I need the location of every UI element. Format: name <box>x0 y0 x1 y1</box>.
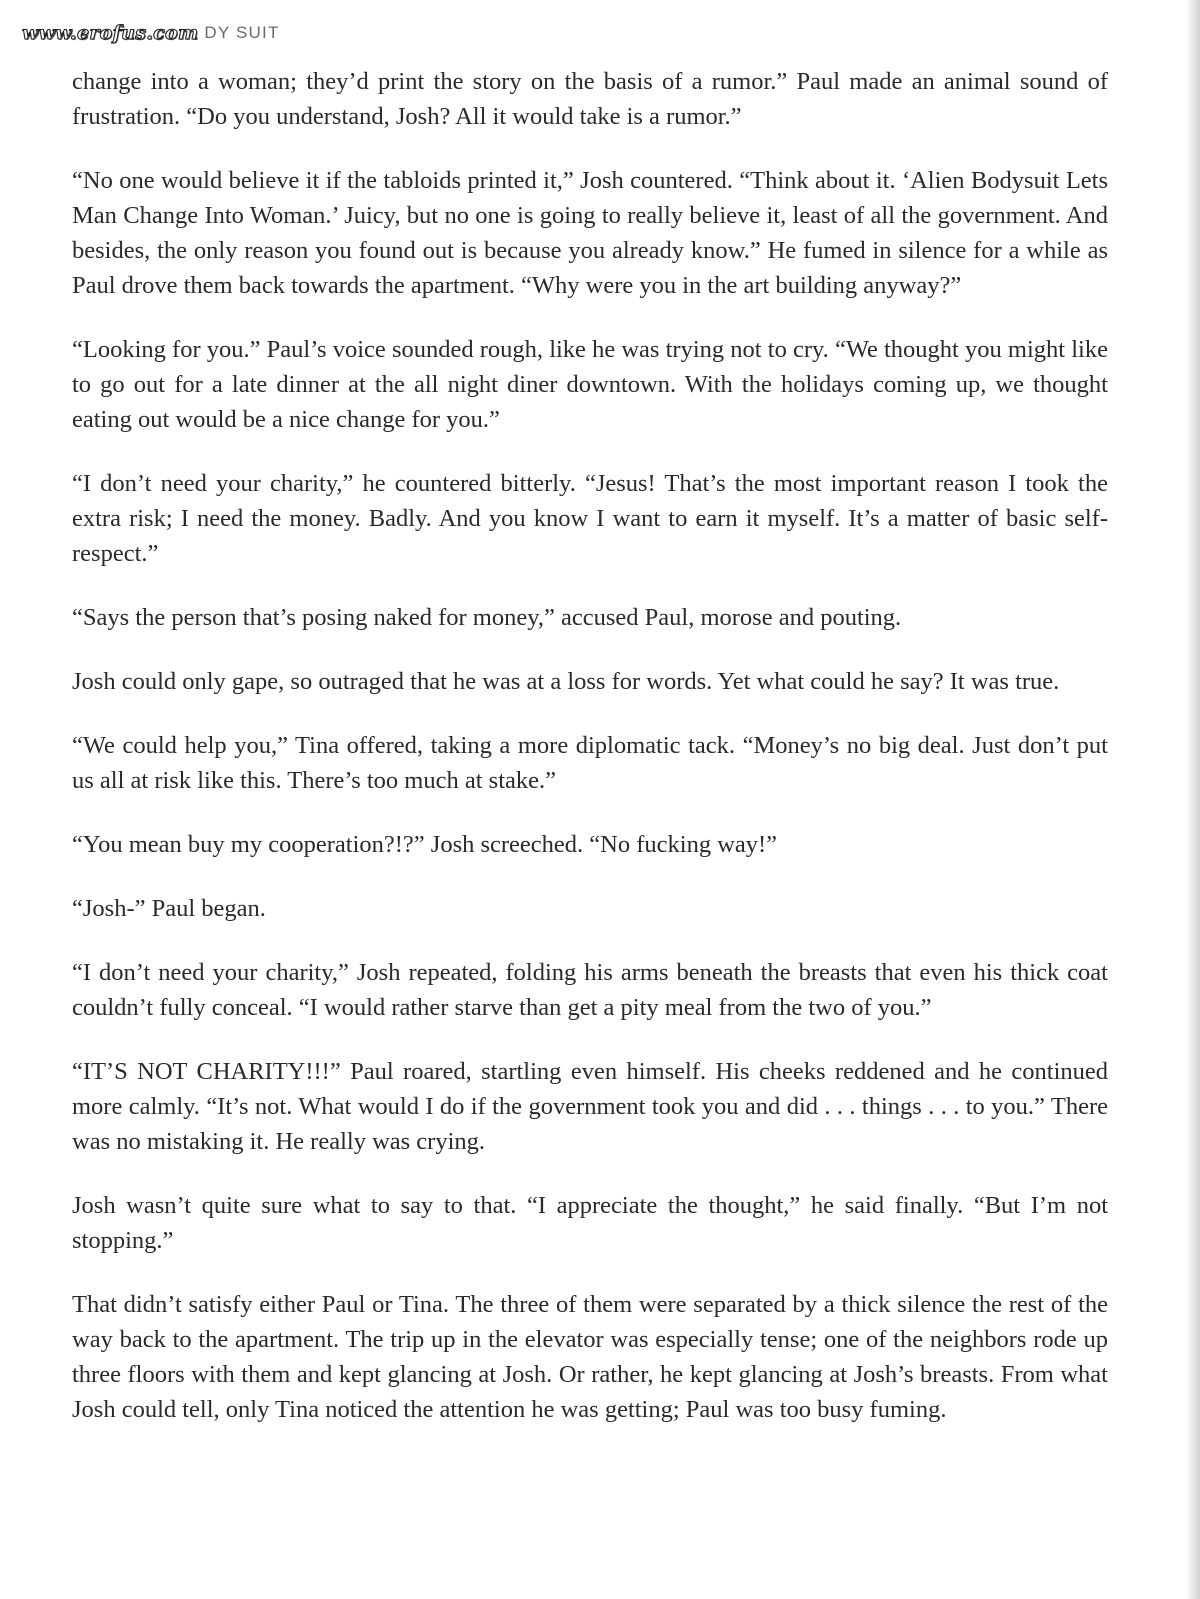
paragraph: “Says the person that’s posing naked for money,” accused Paul, morose and pouting. <box>72 604 902 631</box>
paragraph: Josh wasn’t quite sure what to say to that. “I appreciate the thought,” he said finally. “But I’m not stopping.” <box>72 1192 1108 1254</box>
paragraph: “We could help you,” Tina offered, taking a more diplomatic tack. “Money’s no big deal. Just don’t put us all at risk like this. There’s too much at stake.” <box>72 732 1108 794</box>
paragraph: change into a woman; they’d print the story on the basis of a rumor.” Paul made an animal sound of frustration. “Do you understand, Josh? All it would take is a rumor.” <box>72 68 1108 130</box>
paragraph: “I don’t need your charity,” he countered bitterly. “Jesus! That’s the most important reason I took the extra risk; I need the money. Badly. And you know I want to earn it myself. It’s a matter of basic self-respect.” <box>72 470 1108 567</box>
paragraph: “IT’S NOT CHARITY!!!” Paul roared, startling even himself. His cheeks reddened and he continued more calmly. “It’s not. What would I do if the government took you and did . . . things . . . to you.” There was no mistaking it. He really was crying. <box>72 1058 1108 1155</box>
paragraph: “Looking for you.” Paul’s voice sounded rough, like he was trying not to cry. “We thought you might like to go out for a late dinner at the all night diner downtown. With the holidays coming up, we thought eating out would be a nice change for you.” <box>72 336 1108 433</box>
paragraph: “You mean buy my cooperation?!?” Josh screeched. “No fucking way!” <box>72 831 778 858</box>
paragraph: That didn’t satisfy either Paul or Tina. The three of them were separated by a thick silence the rest of the way back to the apartment. The trip up in the elevator was especially tense; one of the neighbors rode up three floors with them and kept glancing at Josh. Or rather, he kept glancing at Josh’s breasts. From what Josh could tell, only Tina noticed the attention he was getting; Paul was too busy fuming. <box>72 1291 1108 1423</box>
watermark-text: www.erofus.com <box>22 22 199 44</box>
running-title: DY SUIT <box>204 23 280 42</box>
paragraph: “No one would believe it if the tabloids printed it,” Josh countered. “Think about it. ‘Alien Bodysuit Lets Man Change Into Woman.’ Juicy, but no one is going to really believe it, least of all the government. And besides, the only reason you found out is because you already know.” He fumed in silence for a while as Paul drove them back towards the apartment. “Why were you in the art building anyway?” <box>72 167 1108 299</box>
paragraph: “Josh-” Paul began. <box>72 895 266 922</box>
page-edge-shadow <box>1186 0 1200 1599</box>
paragraph: Josh could only gape, so outraged that he was at a loss for words. Yet what could he say? It was true. <box>72 668 1060 695</box>
page-header <box>22 20 280 46</box>
paragraph: “I don’t need your charity,” Josh repeated, folding his arms beneath the breasts that even his thick coat couldn’t fully conceal. “I would rather starve than get a pity meal from the two of you.” <box>72 959 1108 1021</box>
body-text <box>72 64 1108 1456</box>
